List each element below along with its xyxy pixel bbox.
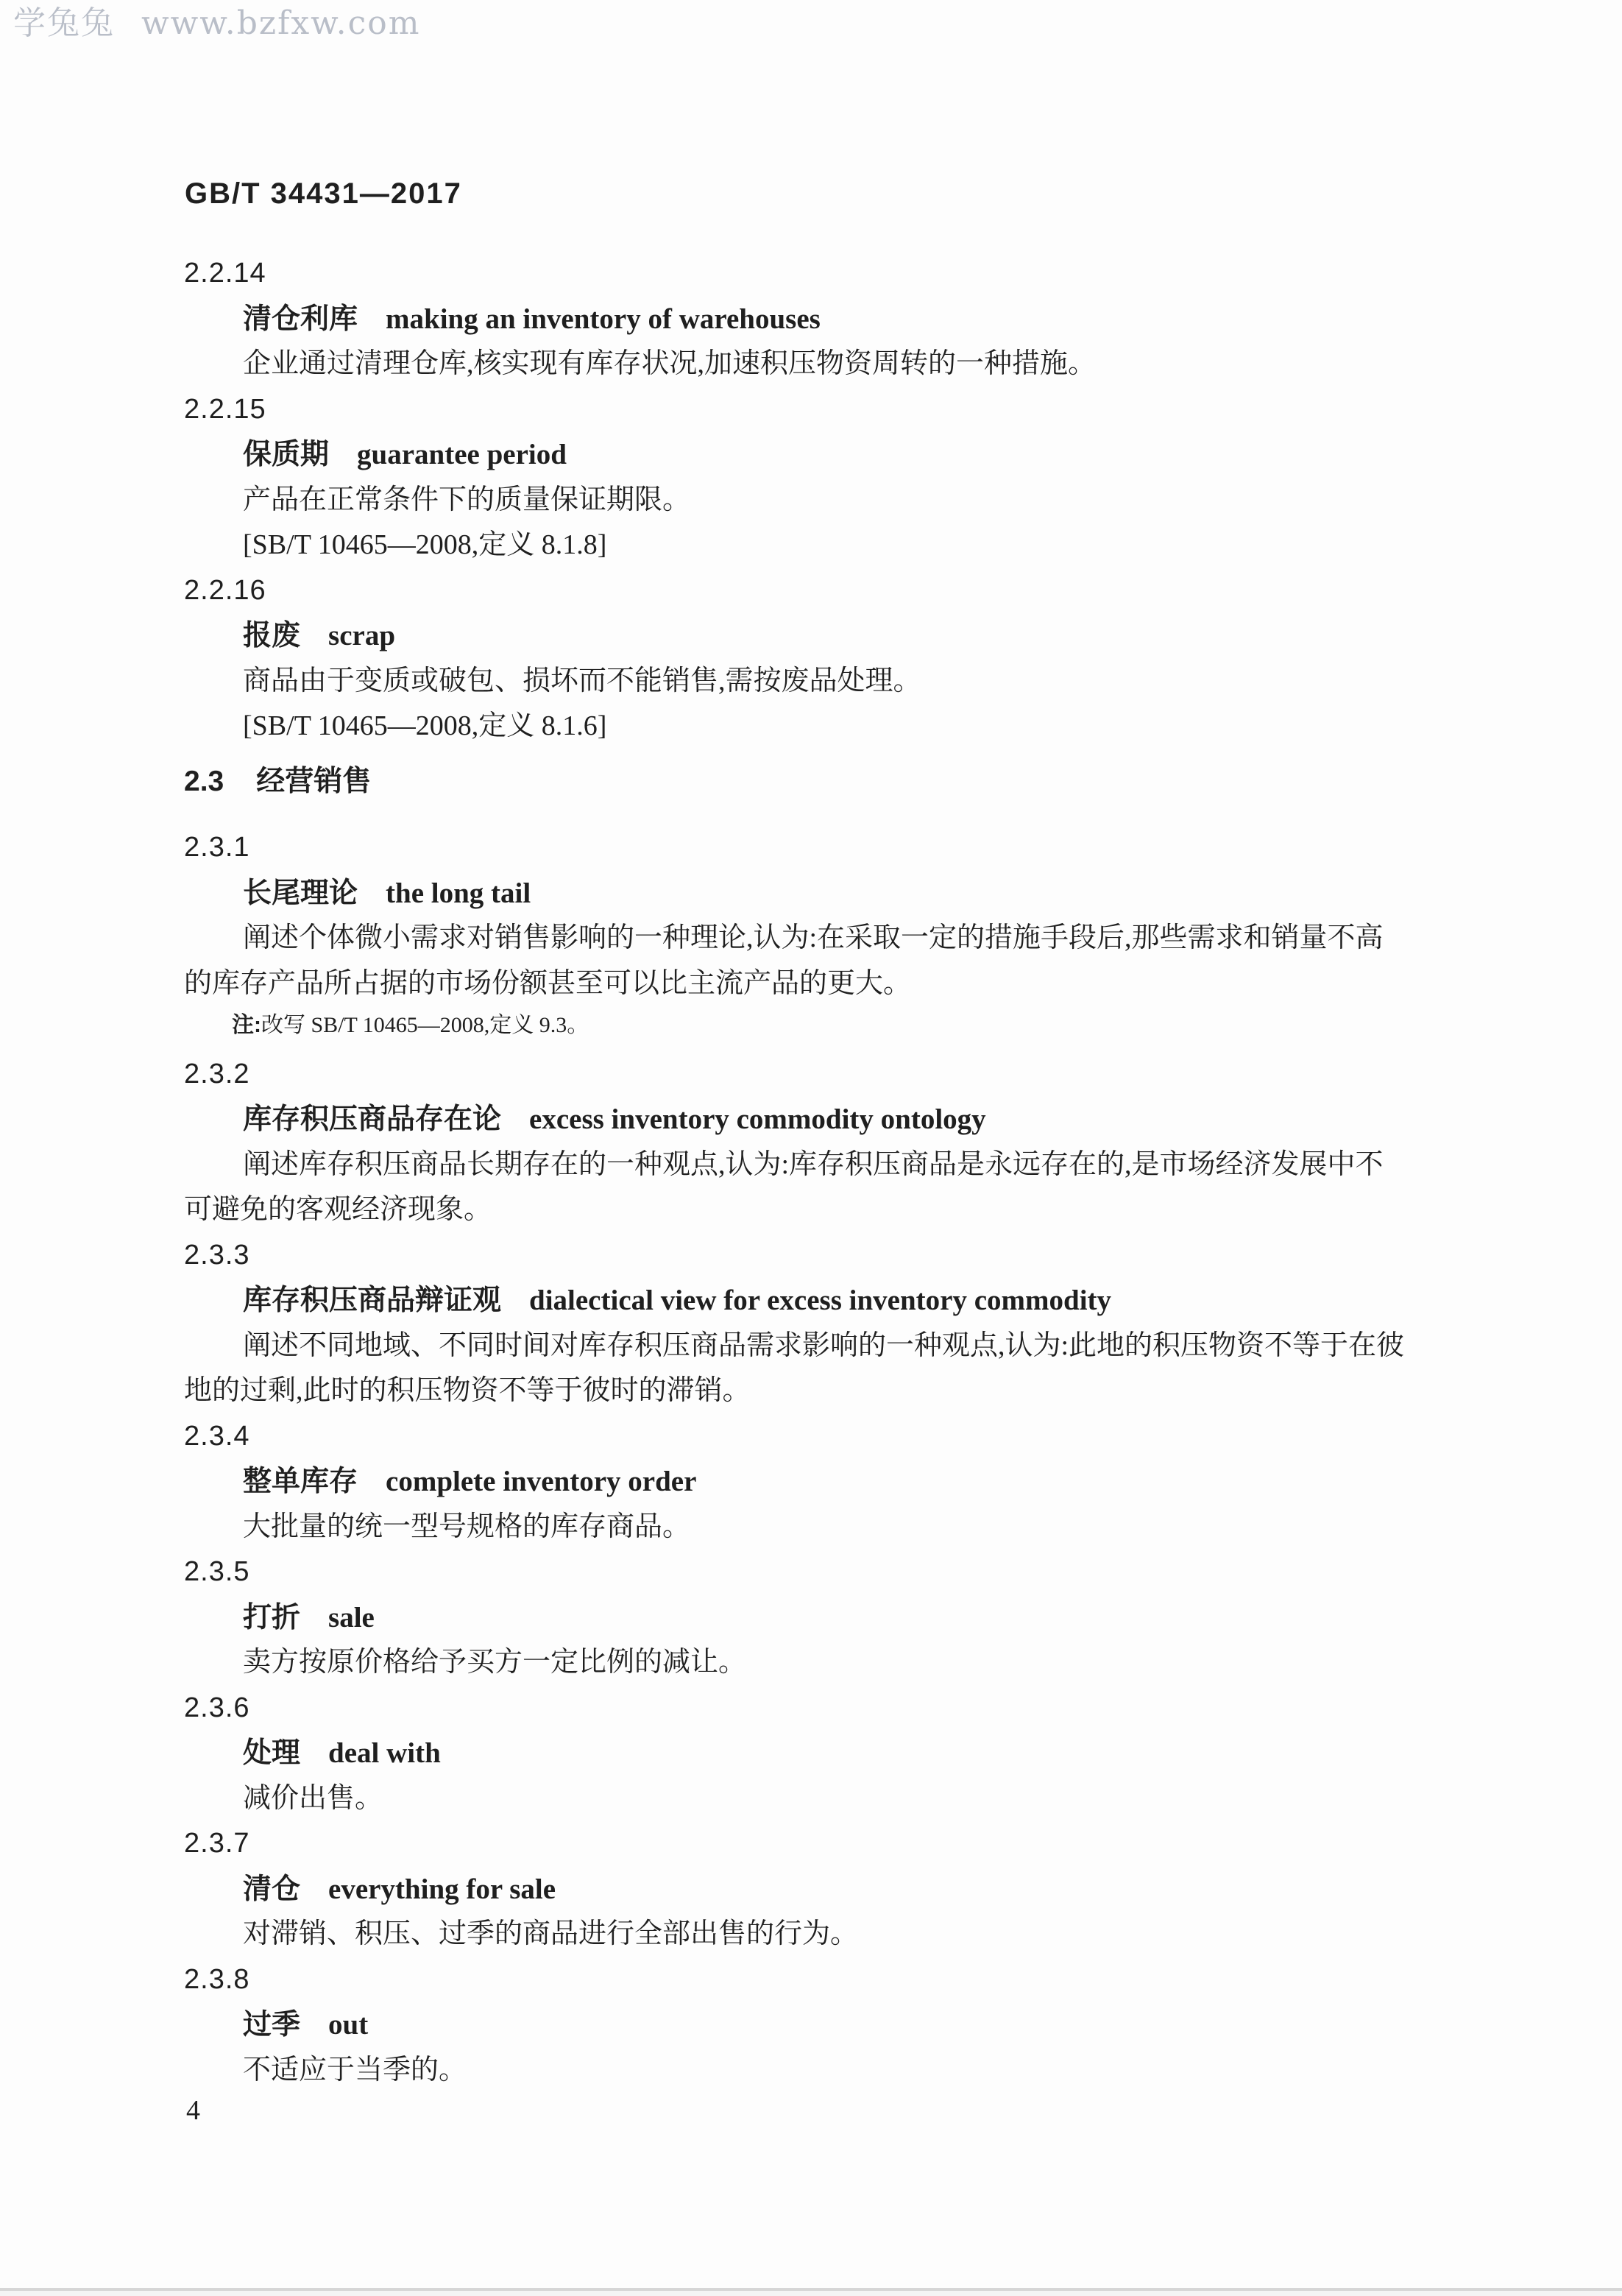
entry-number: 2.3.4	[184, 1420, 250, 1452]
term-line	[243, 440, 567, 469]
term-english: guarantee period	[357, 439, 567, 470]
term-line	[243, 879, 531, 908]
section-heading-number: 2.3	[184, 766, 224, 797]
watermark: 学兔兔 www.bzfxw.com	[13, 4, 421, 42]
entry-number: 2.3.1	[184, 832, 250, 863]
entry-number: 2.3.7	[184, 1828, 250, 1859]
definition-line: 商品由于变质或破包、损坏而不能销售,需按废品处理。	[243, 665, 921, 696]
definition-line: 减价出售。	[243, 1782, 383, 1814]
entry-number: 2.2.16	[184, 574, 266, 606]
term-chinese: 库存积压商品存在论	[243, 1103, 502, 1135]
term-line	[243, 1875, 556, 1904]
document-number-header: GB/T 34431—2017	[185, 177, 462, 210]
term-english: sale	[328, 1601, 375, 1633]
definition-line: 的库存产品所占据的市场份额甚至可以比主流产品的更大。	[184, 967, 912, 999]
footer-strip	[0, 2291, 1622, 2296]
source-reference: [SB/T 10465—2008,定义 8.1.6]	[243, 710, 607, 741]
term-line	[243, 1739, 441, 1767]
section-heading-title: 经营销售	[256, 766, 372, 797]
section-heading	[184, 767, 371, 796]
term-chinese: 打折	[243, 1601, 301, 1633]
definition-line: 大批量的统一型号规格的库存商品。	[243, 1511, 691, 1542]
term-chinese: 清仓利库	[243, 303, 358, 335]
term-line	[243, 305, 821, 333]
note-line	[232, 1014, 589, 1036]
definition-line: 不适应于当季的。	[243, 2054, 467, 2085]
term-chinese: 过季	[243, 2009, 301, 2041]
definition-line: 卖方按原价格给予买方一定比例的减让。	[243, 1647, 747, 1678]
term-chinese: 处理	[243, 1737, 301, 1769]
definition-line: 可避免的客观经济现象。	[184, 1194, 492, 1225]
note-label: 注:	[232, 1013, 261, 1037]
source-reference: [SB/T 10465—2008,定义 8.1.8]	[243, 529, 607, 560]
definition-line: 阐述个体微小需求对销售影响的一种理论,认为:在采取一定的措施手段后,那些需求和销量不高	[243, 922, 1384, 953]
term-chinese: 库存积压商品辩证观	[243, 1285, 502, 1316]
term-chinese: 清仓	[243, 1873, 301, 1905]
definition-line: 地的过剩,此时的积压物资不等于彼时的滞销。	[184, 1375, 751, 1406]
entry-number: 2.3.3	[184, 1239, 250, 1271]
term-english: out	[328, 2009, 369, 2041]
term-line	[243, 621, 395, 650]
term-line	[243, 1105, 986, 1134]
term-chinese: 保质期	[243, 439, 330, 470]
term-line	[243, 2010, 368, 2039]
term-chinese: 整单库存	[243, 1466, 358, 1497]
entry-number: 2.2.15	[184, 393, 266, 425]
term-line	[243, 1467, 696, 1496]
term-english: deal with	[328, 1737, 441, 1769]
term-english: dialectical view for excess inventory commodity	[529, 1285, 1112, 1316]
entry-number: 2.3.8	[184, 1963, 250, 1995]
entry-number: 2.3.6	[184, 1692, 250, 1723]
term-chinese: 报废	[243, 620, 301, 651]
entry-number: 2.3.5	[184, 1556, 250, 1587]
term-chinese: 长尾理论	[243, 877, 358, 909]
term-english: the long tail	[386, 877, 531, 909]
entry-number: 2.3.2	[184, 1058, 250, 1089]
page-number: 4	[186, 2095, 200, 2126]
definition-line: 产品在正常条件下的质量保证期限。	[243, 484, 691, 515]
definition-line: 对滞销、积压、过季的商品进行全部出售的行为。	[243, 1918, 859, 1949]
term-english: scrap	[328, 620, 396, 651]
definition-line: 企业通过清理仓库,核实现有库存状况,加速积压物资周转的一种措施。	[243, 348, 1097, 379]
term-line	[243, 1286, 1111, 1315]
definition-line: 阐述不同地域、不同时间对库存积压商品需求影响的一种观点,认为:此地的积压物资不等于在彼	[243, 1329, 1405, 1361]
note-text: 改写 SB/T 10465—2008,定义 9.3。	[261, 1013, 589, 1037]
term-english: making an inventory of warehouses	[386, 303, 821, 335]
term-english: everything for sale	[328, 1873, 556, 1905]
term-english: excess inventory commodity ontology	[529, 1103, 986, 1135]
entry-number: 2.2.14	[184, 258, 266, 289]
definition-line: 阐述库存积压商品长期存在的一种观点,认为:库存积压商品是永远存在的,是市场经济发展中不	[243, 1148, 1384, 1180]
term-line	[243, 1603, 375, 1632]
term-english: complete inventory order	[386, 1466, 697, 1497]
